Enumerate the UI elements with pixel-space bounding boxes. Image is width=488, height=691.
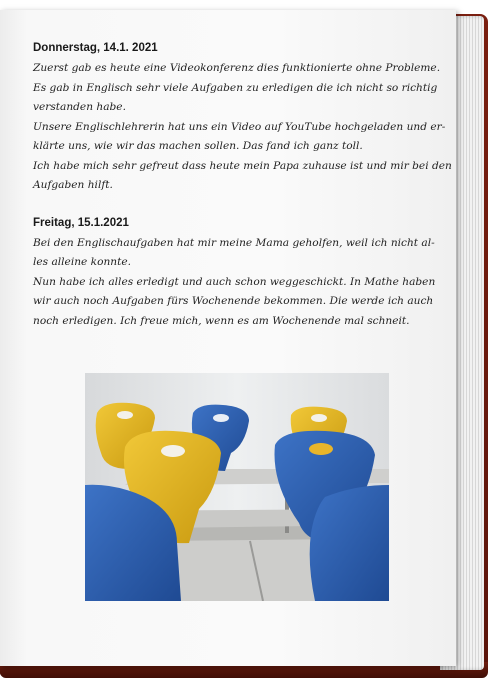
entry-line: noch erledigen. Ich freue mich, wenn es am Wochenende mal schneit.	[33, 314, 410, 327]
entry-line: Nun habe ich alles erledigt und auch schon weggeschickt. In Mathe haben	[33, 275, 436, 288]
entry-line: Aufgaben hilft.	[33, 179, 113, 191]
entry-line: verstanden habe.	[33, 101, 126, 113]
classroom-chairs-photo	[85, 373, 389, 601]
photo-illustration	[85, 373, 389, 601]
diary-entry	[33, 40, 453, 196]
entry-line: Zuerst gab es heute eine Videokonferenz dies funktionierte ohne Probleme.	[33, 62, 441, 74]
entry-line: klärte uns, wie wir das machen sollen. Das fand ich ganz toll.	[33, 140, 363, 152]
entry-line: wir auch noch Aufgaben fürs Wochenende bekommen. Die werde ich auch	[33, 295, 434, 307]
entry-line: Es gab in Englisch sehr viele Aufgaben zu erledigen die ich nicht so richtig	[33, 81, 438, 94]
entry-date: Donnerstag, 14.1. 2021	[33, 42, 158, 54]
entry-line: les alleine konnte.	[33, 256, 132, 268]
entry-date: Freitag, 15.1.2021	[33, 216, 129, 229]
entry-spacer	[33, 196, 453, 215]
entry-line: Unsere Englischlehrerin hat uns ein Video auf YouTube hochgeladen und er-	[33, 120, 446, 133]
diary-content	[33, 40, 453, 331]
entry-line: Ich habe mich sehr gefreut dass heute mein Papa zuhause ist und mir bei den	[33, 159, 452, 172]
entry-line: Bei den Englischaufgaben hat mir meine Mama geholfen, weil ich nicht al-	[33, 236, 435, 249]
diary-entry	[33, 215, 453, 332]
